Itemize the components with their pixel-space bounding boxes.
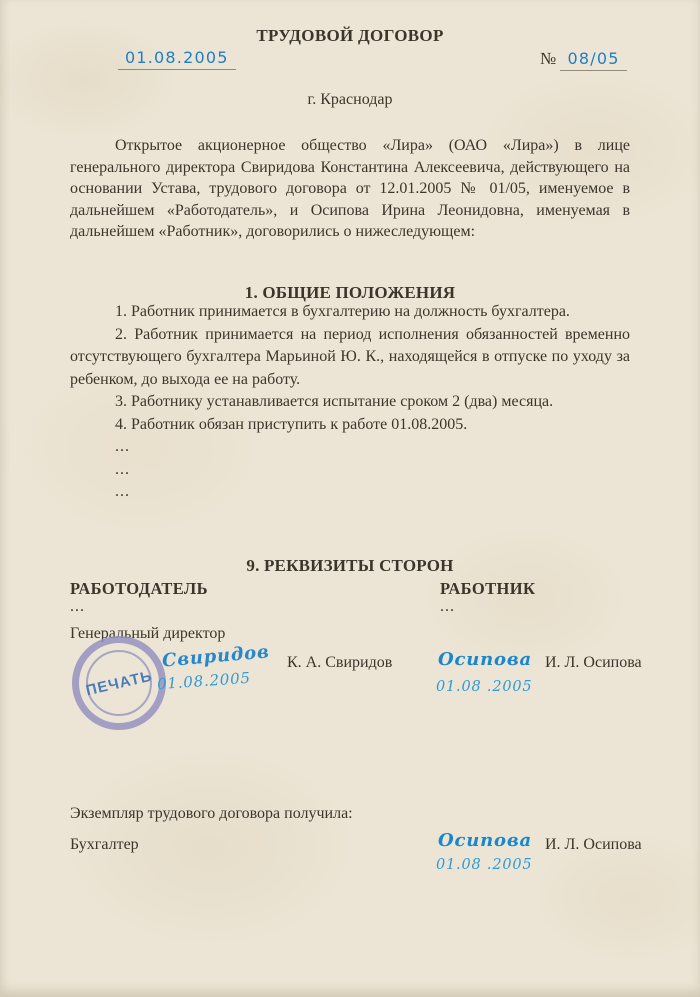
footer-printed-name: И. Л. Осипова xyxy=(545,836,642,853)
section-9-heading: 9. РЕКВИЗИТЫ СТОРОН xyxy=(246,556,454,575)
stamp-label: ПЕЧАТЬ xyxy=(84,667,154,699)
clause-4: 4. Работник обязан приступить к работе 01.08.2005. xyxy=(115,415,468,433)
employer-signature-date: 01.08.2005 xyxy=(156,668,252,694)
copy-received-line: Экземпляр трудового договора получила: xyxy=(70,805,353,822)
employee-signature-date: 01.08 .2005 xyxy=(436,679,533,695)
footer-signature-date: 01.08 .2005 xyxy=(436,857,533,873)
employer-position-title: Генеральный директор xyxy=(70,625,226,642)
preamble-paragraph: Открытое акционерное общество «Лира» (ОАО «Лира») в лице генерального директора Свиридова Константина Алексеевича, действующего на основании Устава, трудового договора от 12.01.2005 № 01/05, именуемое в дальнейшем «Работодатель», и Осипова Ирина Леонидовна, именуемая в дальнейшем «Работник», договорились о нижеследующем: xyxy=(70,137,630,240)
section-1-heading: 1. ОБЩИЕ ПОЛОЖЕНИЯ xyxy=(244,283,456,302)
document-title: ТРУДОВОЙ ДОГОВОР xyxy=(256,26,444,45)
contract-number xyxy=(540,49,627,71)
number-sign-label: № xyxy=(540,49,557,68)
city-line: г. Краснодар xyxy=(307,91,393,108)
employer-signature-handwritten: Свиридов xyxy=(161,641,271,672)
clause-1: 1. Работник принимается в бухгалтерию на должность бухгалтера. xyxy=(115,303,570,320)
clause-3: 3. Работнику устанавливается испытание сроком 2 (два) месяца. xyxy=(115,393,554,410)
section-1-clauses xyxy=(70,301,630,504)
ellipsis-line-2: ... xyxy=(115,460,130,478)
accountant-position-title: Бухгалтер xyxy=(70,836,139,853)
contract-date-handwritten xyxy=(118,48,236,70)
employee-signature-handwritten: Осипова xyxy=(438,649,532,670)
round-stamp-icon xyxy=(72,636,166,730)
clause-2: 2. Работник принимается на период исполнения обязанностей временно отсутствующего бухгалтера Марьиной Ю. К., находящейся в отпуске по уходу за ребенком, до выхода ее на работу. xyxy=(70,325,630,388)
employee-details-dots: ... xyxy=(440,598,455,615)
employee-label: РАБОТНИК xyxy=(440,579,536,598)
employer-label: РАБОТОДАТЕЛЬ xyxy=(70,579,208,598)
ellipsis-line-3: ... xyxy=(115,483,130,500)
employer-details-dots: ... xyxy=(70,598,85,615)
contract-number-value: 08/05 xyxy=(560,49,626,71)
ellipsis-line-1: ... xyxy=(115,438,130,455)
employee-printed-name: И. Л. Осипова xyxy=(545,654,642,671)
footer-signature-handwritten: Осипова xyxy=(438,830,532,851)
contract-date-value: 01.08.2005 xyxy=(118,48,236,70)
employer-printed-name: К. А. Свиридов xyxy=(287,654,393,671)
